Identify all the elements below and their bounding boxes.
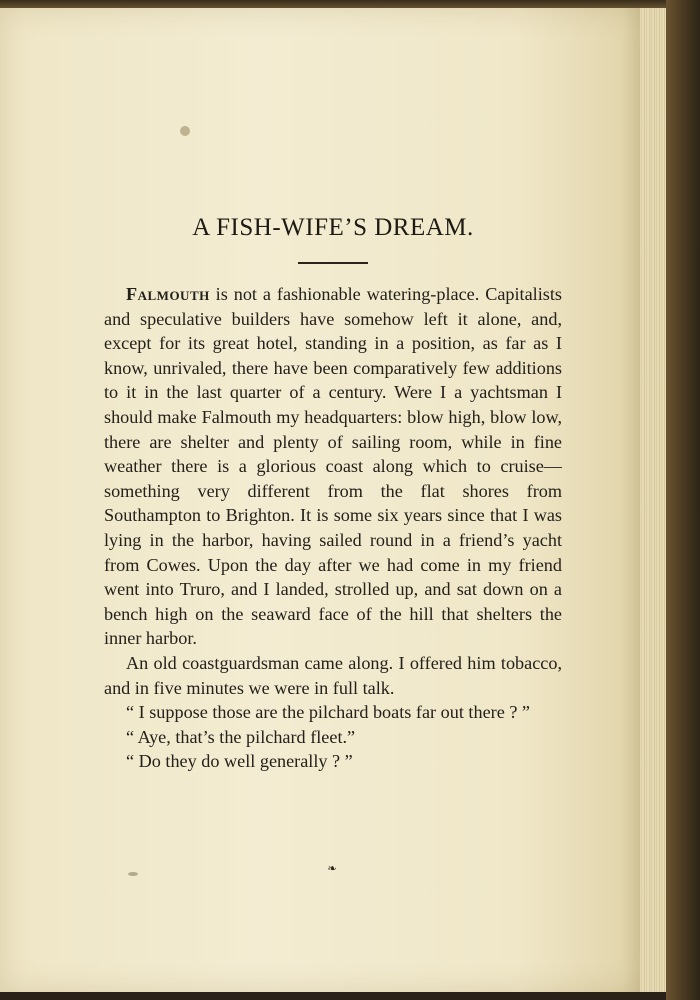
paper-mark (128, 872, 138, 876)
paper-spot (180, 126, 190, 136)
title-rule (298, 262, 368, 264)
book-cover-edge (666, 0, 700, 1000)
page-ornament: ❧ (327, 862, 337, 875)
paragraph (104, 282, 562, 651)
chapter-title: A FISH-WIFE’S DREAM. (192, 214, 474, 241)
paragraph: “ I suppose those are the pilchard boats far out there ? ” (126, 702, 531, 723)
paragraph: An old coastguardsman came along. I offered him tobacco, and in five minutes we were in full talk. (104, 652, 562, 698)
paragraph: “ Do they do well generally ? ” (126, 751, 353, 772)
page-stack-edges (640, 8, 666, 992)
opening-word: Falmouth (126, 284, 210, 304)
chapter-body (104, 282, 562, 774)
paragraph-text: is not a fashionable watering-place. Capitalists and speculative builders have somehow left it alone, and, except for its great hotel, standing in a position, as far as I know, unrivaled, there have been comparatively few additions to it in the last quarter of a century. Were I a yachtsman I should make Falmouth my headquarters: blow high, blow low, there are shelter and plenty of sailing room, while in fine weather there is a glorious coast along which to cruise—something very different from the flat shores from Southampton to Brighton. It is some six years since that I was lying in the harbor, having sailed round in a friend’s yacht from Cowes. Upon the day after we had come in my friend went into Truro, and I landed, strolled up, and sat down on a bench high on the seaward face of the hill that shelters the inner harbor. (104, 284, 562, 649)
paragraph: “ Aye, that’s the pilchard fleet.” (126, 726, 356, 747)
